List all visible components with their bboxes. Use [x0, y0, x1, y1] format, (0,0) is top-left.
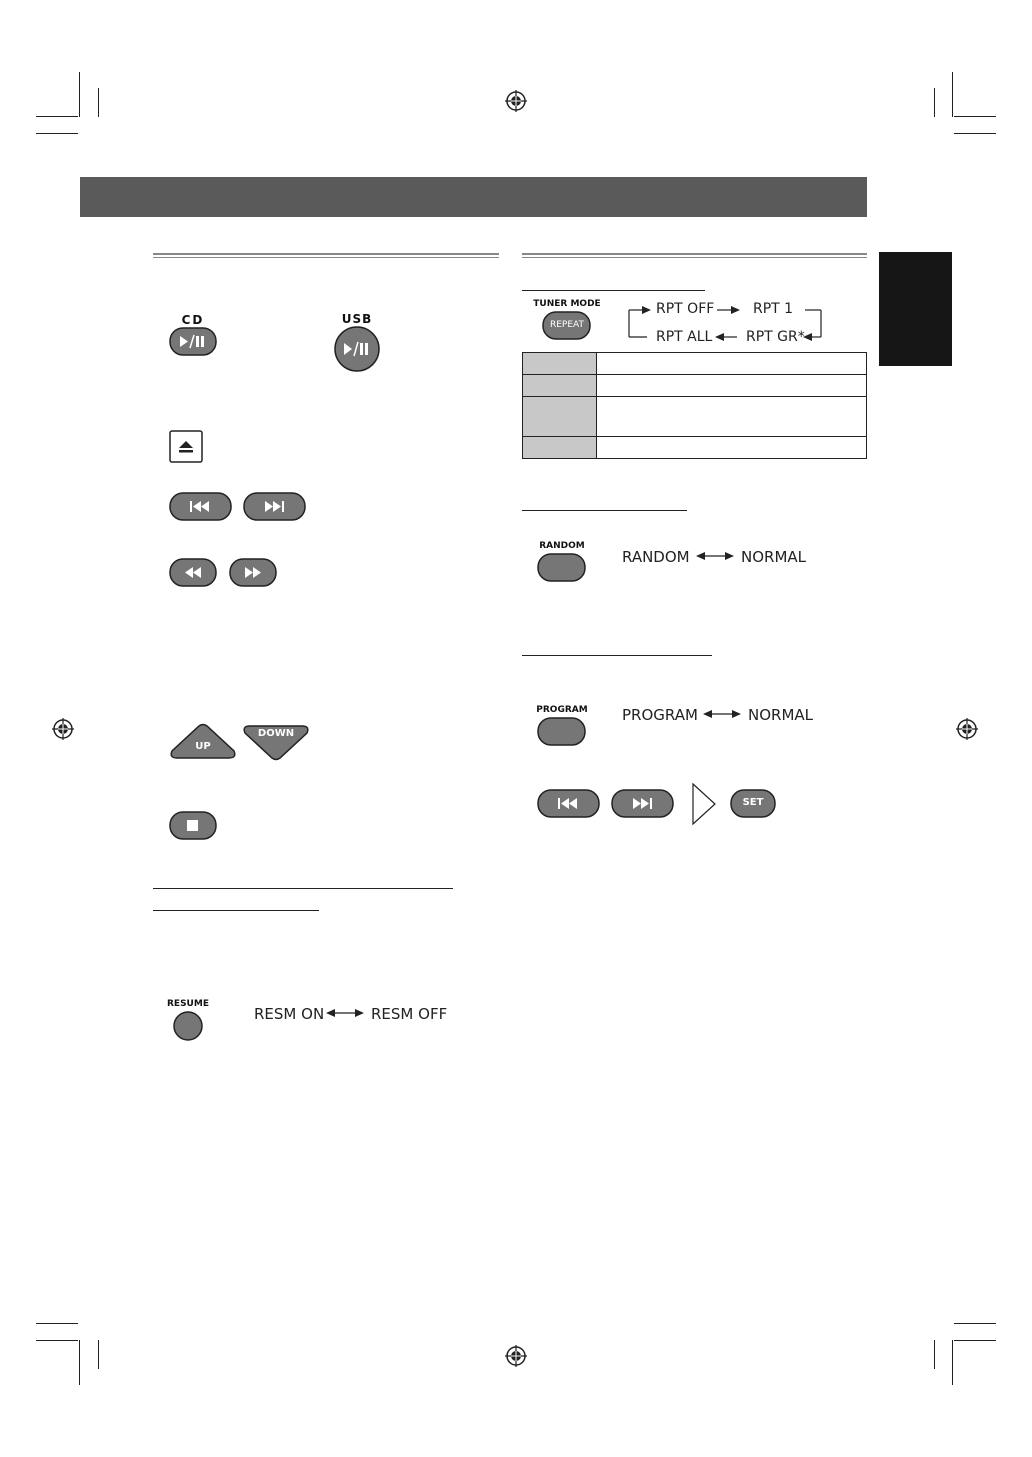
subheading-underline	[153, 910, 319, 911]
skip-previous-button[interactable]	[169, 492, 233, 522]
table-value-cell	[597, 397, 867, 437]
normal-text: NORMAL	[748, 706, 814, 724]
registration-mark-icon	[956, 718, 978, 740]
registration-mark-icon	[52, 718, 74, 740]
registration-mark-icon	[505, 90, 527, 112]
subheading-underline	[522, 290, 705, 291]
table-value-cell	[597, 437, 867, 459]
usb-play-pause-button[interactable]	[333, 325, 381, 373]
set-label: SET	[742, 797, 764, 808]
table-value-cell	[597, 375, 867, 397]
language-tab	[879, 252, 952, 366]
table-key-cell	[523, 397, 597, 437]
random-label: RANDOM	[539, 541, 585, 551]
down-label: DOWN	[257, 728, 295, 739]
rewind-button[interactable]	[169, 558, 218, 588]
table-row	[523, 353, 867, 375]
resume-button[interactable]	[172, 1011, 204, 1043]
cd-play-pause-button[interactable]	[169, 327, 217, 357]
fast-forward-button[interactable]	[229, 558, 278, 588]
skip-previous-button[interactable]	[537, 789, 601, 819]
left-section-rule	[153, 253, 499, 258]
usb-label: USB	[341, 312, 373, 326]
program-button[interactable]	[537, 717, 587, 747]
resume-off-text: RESM OFF	[371, 1005, 448, 1023]
resume-label: RESUME	[167, 999, 209, 1009]
right-section-rule	[522, 253, 867, 258]
stop-icon	[187, 820, 198, 831]
table-row	[523, 437, 867, 459]
table-key-cell	[523, 437, 597, 459]
stop-button[interactable]	[169, 811, 218, 841]
skip-next-button[interactable]	[243, 492, 307, 522]
rpt-all-text: RPT ALL	[656, 329, 713, 345]
random-button[interactable]	[537, 553, 587, 583]
repeat-mode-table	[522, 352, 867, 459]
table-row	[523, 375, 867, 397]
program-label: PROGRAM	[536, 705, 588, 715]
rpt-1-text: RPT 1	[753, 301, 794, 317]
toggle-arrow-icon	[703, 708, 741, 720]
program-text: PROGRAM	[622, 706, 698, 724]
rpt-gr-text: RPT GR*	[746, 329, 805, 345]
table-key-cell	[523, 375, 597, 397]
eject-button[interactable]	[169, 430, 203, 463]
subheading-underline	[522, 655, 712, 656]
toggle-arrow-icon	[696, 550, 734, 562]
table-row	[523, 397, 867, 437]
normal-text: NORMAL	[741, 548, 807, 566]
skip-next-button[interactable]	[611, 789, 675, 819]
cd-label: CD	[181, 313, 205, 327]
table-value-cell	[597, 353, 867, 375]
resume-on-text: RESM ON	[254, 1005, 325, 1023]
header-band	[80, 177, 867, 217]
registration-mark-icon	[505, 1345, 527, 1367]
up-label: UP	[195, 741, 211, 752]
step-arrow-icon	[691, 782, 717, 826]
subheading-underline	[522, 510, 687, 511]
toggle-arrow-icon	[326, 1007, 364, 1019]
random-text: RANDOM	[622, 548, 690, 566]
subheading-underline	[153, 888, 453, 889]
tuner-mode-label: TUNER MODE	[533, 299, 601, 309]
repeat-label: REPEAT	[549, 320, 584, 330]
rpt-off-text: RPT OFF	[656, 301, 715, 317]
table-key-cell	[523, 353, 597, 375]
